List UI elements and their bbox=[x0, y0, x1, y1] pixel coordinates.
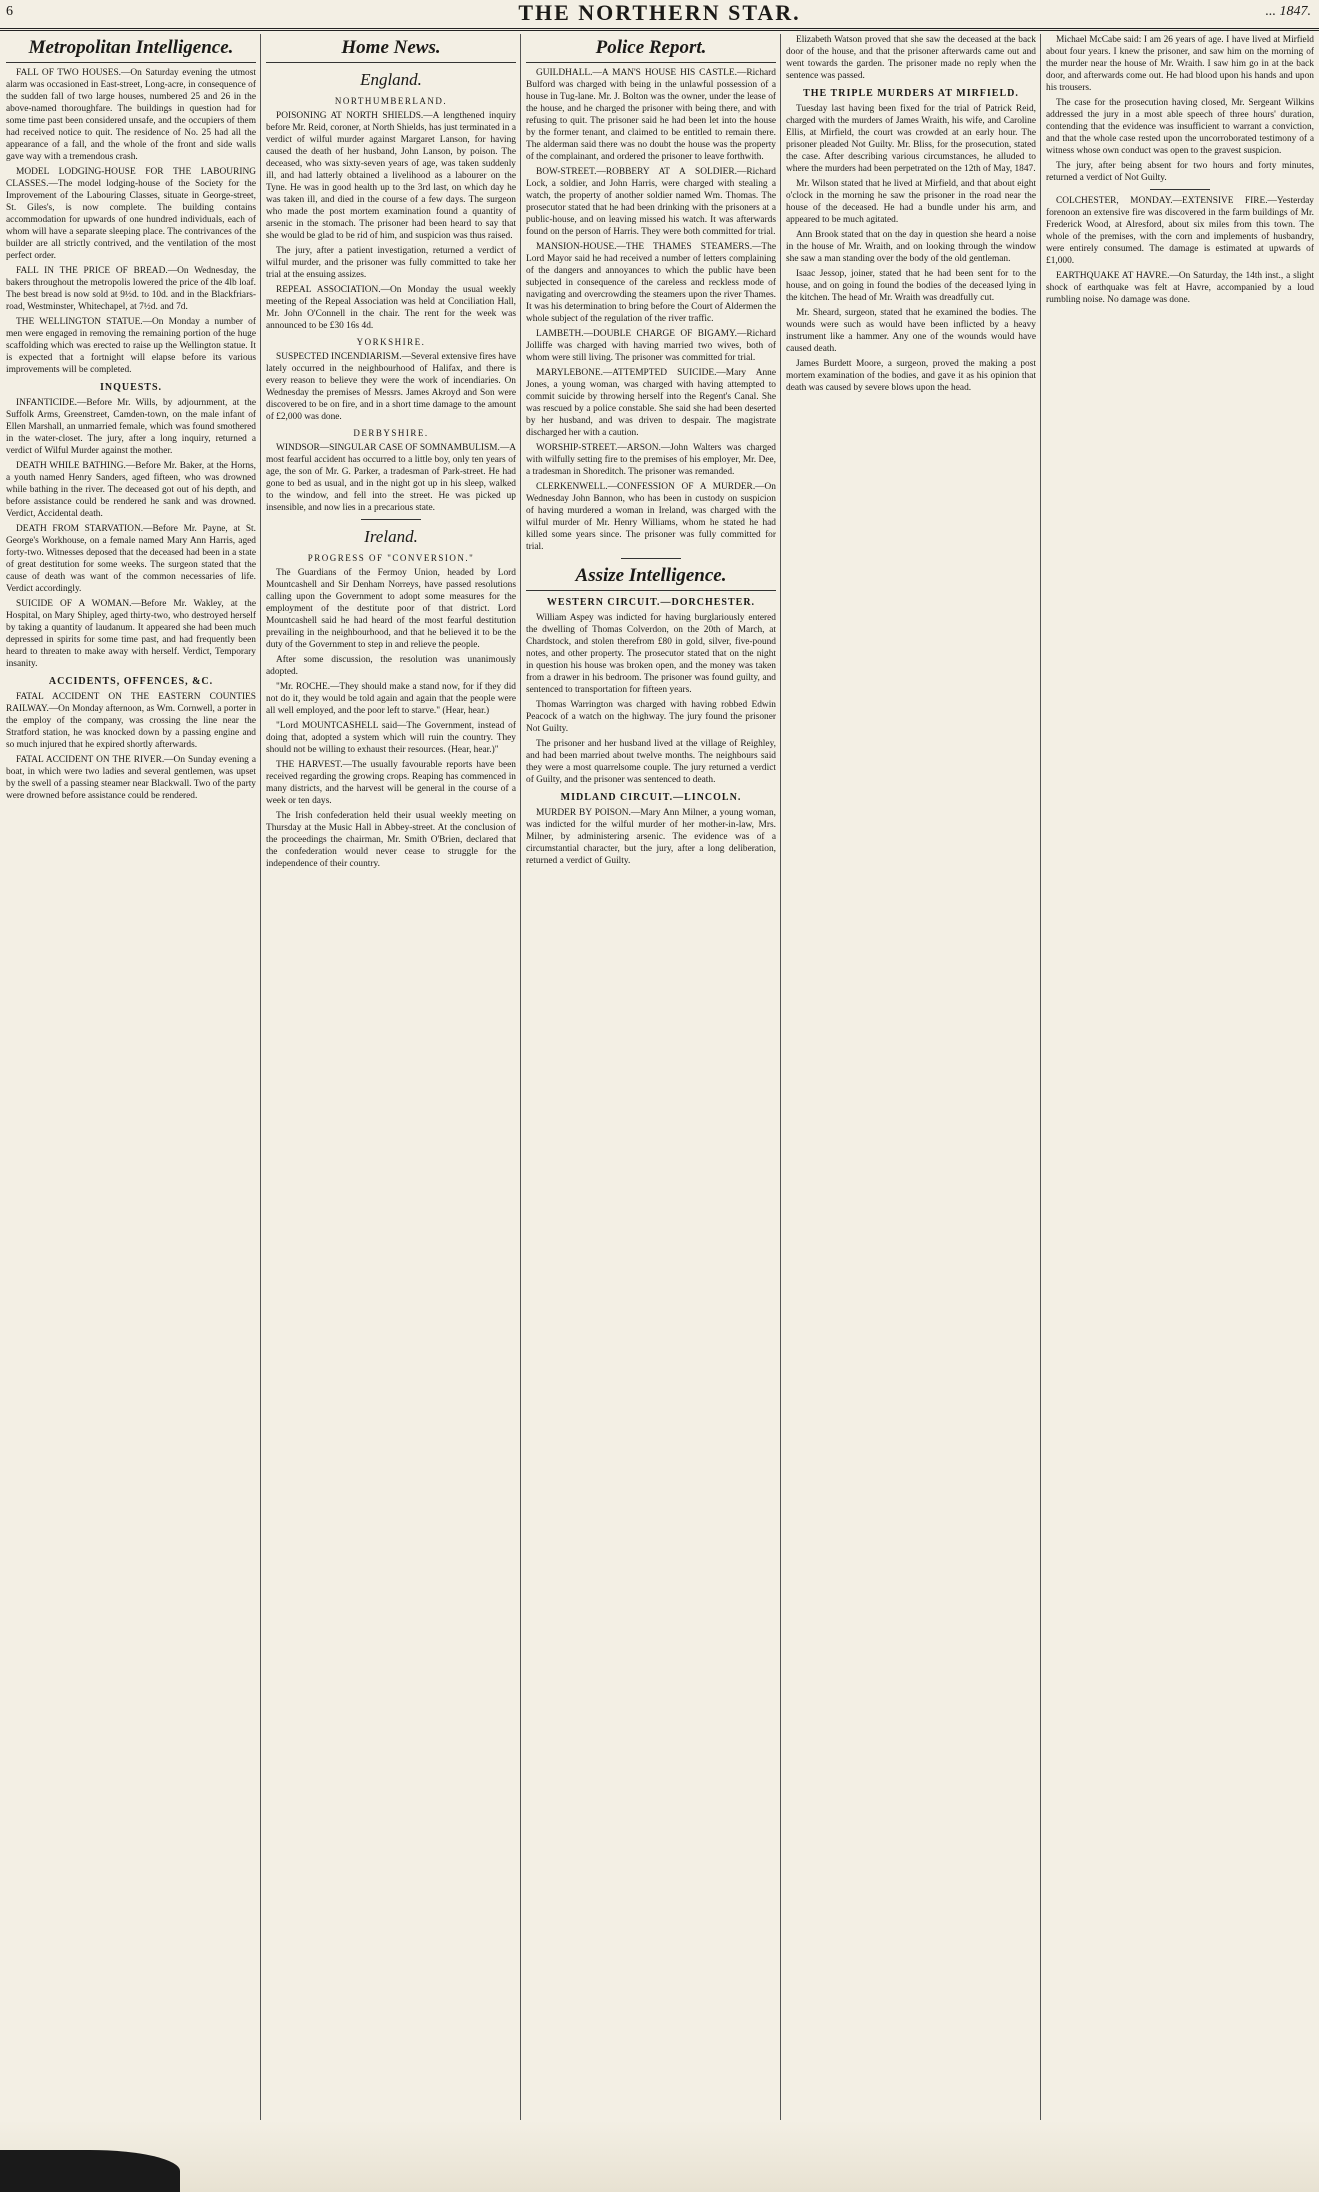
column-2 bbox=[266, 34, 516, 2154]
region-heading: NORTHUMBERLAND. bbox=[334, 96, 448, 106]
subsection-england: England. bbox=[360, 70, 422, 89]
article-paragraph: The Irish confederation held their usual weekly meeting on Thursday at the Music Hall in Abbey-street. At the conclusion of the proceedings the chairman, Mr. Smith O'Brien, declared that the confederation would never cease to struggle for the independence of their country. bbox=[266, 811, 516, 869]
article-paragraph: James Burdett Moore, a surgeon, proved the making a post mortem examination of the bodies, and gave it as his opinion that death was caused by severe blows upon the head. bbox=[786, 359, 1036, 393]
heading-western-circuit: WESTERN CIRCUIT.—DORCHESTER. bbox=[546, 597, 756, 608]
column-rule bbox=[260, 34, 261, 2154]
article-paragraph: The case for the prosecution having closed, Mr. Sergeant Wilkins addressed the jury in a most able speech of three hours' duration, contending that the evidence was insufficient to warrant a conviction, and that the whole case rested upon the uncorroborated testimony of a witness whose own conduct was open to the gravest suspicion. bbox=[1046, 98, 1314, 156]
article-paragraph: Ann Brook stated that on the day in question she heard a noise in the house of Mr. Wraith, and on looking through the window she saw a man standing over the body of the old gentleman. bbox=[786, 230, 1036, 264]
heading-mirfield-murders: THE TRIPLE MURDERS AT MIRFIELD. bbox=[803, 88, 1019, 99]
newspaper-title: THE NORTHERN STAR. bbox=[518, 0, 801, 25]
article-paragraph: The jury, after being absent for two hours and forty minutes, returned a verdict of Not Guilty. bbox=[1046, 161, 1314, 183]
article-paragraph: BOW-STREET.—ROBBERY AT A SOLDIER.—Richard Lock, a soldier, and John Harris, were charged with stealing a watch, the property of another soldier named Wm. Thomas. The prosecutor stated that he had been drinking with the prisoners at a public-house, and on leaving missed his watch. It was afterwards found on the person of Harris. They were both committed for trial. bbox=[526, 167, 776, 237]
heading-accidents: ACCIDENTS, OFFENCES, &C. bbox=[48, 676, 214, 687]
masthead bbox=[0, 0, 1319, 31]
region-heading: DERBYSHIRE. bbox=[353, 428, 429, 438]
column-4 bbox=[786, 34, 1036, 2154]
page-bottom-shade bbox=[0, 2120, 1319, 2192]
article-paragraph: WINDSOR—SINGULAR CASE OF SOMNAMBULISM.—A most fearful accident has occurred to a little boy, only ten years of age, the son of Mr. G. Parker, a tradesman of Park-street. He had gone to bed as usual, and in the night got up in his sleep, walked to the window, and fell into the street. He was picked up insensible, and now lies in a precarious state. bbox=[266, 443, 516, 513]
page-number: 6 bbox=[6, 4, 13, 19]
column-rule bbox=[780, 34, 781, 2154]
article-paragraph: The Guardians of the Fermoy Union, headed by Lord Mountcashell and Sir Denham Norreys, have passed resolutions calling upon the Government to adopt some measures for the employment of the destitute poor of that district. Lord Mountcashell said he had heard of the most fearful destitution prevailing in the neighbourhood, and that he believed it to be the duty of the Government to step in and relieve the people. bbox=[266, 568, 516, 650]
article-paragraph: EARTHQUAKE AT HAVRE.—On Saturday, the 14th inst., a slight shock of earthquake was felt at Havre, accompanied by a loud rumbling noise. No damage was done. bbox=[1046, 271, 1314, 305]
region-heading: YORKSHIRE. bbox=[356, 337, 426, 347]
article-paragraph: Mr. Wilson stated that he lived at Mirfield, and that about eight o'clock in the morning he saw the prisoner in the road near the house of the deceased. He had a bundle under his arm, and appeared to be much agitated. bbox=[786, 179, 1036, 225]
divider bbox=[361, 519, 421, 520]
ink-blot bbox=[0, 2150, 180, 2192]
column-5 bbox=[1046, 34, 1314, 2154]
section-title-police: Police Report. bbox=[526, 36, 776, 63]
article-paragraph: Tuesday last having been fixed for the trial of Patrick Reid, charged with the murders of James Wraith, his wife, and Caroline Ellis, at Mirfield, the court was crowded at an early hour. The prisoner pleaded Not Guilty. Mr. Bliss, for the prosecution, stated the case. After describing various circumstances, he alluded to where the murders had been perpetrated on the 12th of May, 1847. bbox=[786, 104, 1036, 174]
article-paragraph: DEATH WHILE BATHING.—Before Mr. Baker, at the Horns, a youth named Henry Sanders, aged fifteen, who was drowned while bathing in the river. The deceased got out of his depth, and before assistance could be rendered he sank and was drowned. Verdict, Accidental death. bbox=[6, 461, 256, 519]
article-paragraph: DEATH FROM STARVATION.—Before Mr. Payne, at St. George's Workhouse, on a female named Mary Ann Harris, aged forty-two. Witnesses deposed that the deceased had been in a state of great destitution for some weeks. The surgeon stated that the cause of death was want of the common necessaries of life. Verdict accordingly. bbox=[6, 524, 256, 594]
divider bbox=[621, 558, 681, 559]
column-3 bbox=[526, 34, 776, 2154]
article-paragraph: After some discussion, the resolution was unanimously adopted. bbox=[266, 655, 516, 677]
column-1 bbox=[6, 34, 256, 2154]
section-title-assize: Assize Intelligence. bbox=[526, 564, 776, 591]
article-paragraph: WORSHIP-STREET.—ARSON.—John Walters was charged with wilfully setting fire to the premises of his employer, Mr. Dee, a tradesman in Shoreditch. The prisoner was remanded. bbox=[526, 443, 776, 477]
article-paragraph: POISONING AT NORTH SHIELDS.—A lengthened inquiry before Mr. Reid, coroner, at North Shields, has just terminated in a verdict of wilful murder against Margaret Lanson, for having caused the death of her husband, John Lanson, by poison. The deceased, who was sixty-seven years of age, was taken suddenly ill, and had latterly obtained a livelihood as a labourer on the Tyne. He was in good health up to the 3rd last, on which day he was taken ill, and died in the course of a few days. The surgeon who made the post mortem examination found a quantity of arsenic in the stomach. The prisoner had been heard to say that she would be glad to be rid of him, and suspicion was thus raised. bbox=[266, 111, 516, 241]
article-paragraph: The jury, after a patient investigation, returned a verdict of wilful murder, and the prisoner was fully committed to take her trial at the ensuing assizes. bbox=[266, 246, 516, 280]
divider bbox=[1150, 189, 1210, 190]
article-paragraph: Mr. Sheard, surgeon, stated that he examined the bodies. The wounds were such as would have been inflicted by a heavy instrument like a hammer. Any one of the wounds would have caused death. bbox=[786, 308, 1036, 354]
article-paragraph: "Lord MOUNTCASHELL said—The Government, instead of doing that, adopted a system which will ruin the country. They should not be willing to exhaust their resources. (Hear, hear.)" bbox=[266, 721, 516, 755]
article-paragraph: THE WELLINGTON STATUE.—On Monday a number of men were engaged in removing the remaining portion of the huge scaffolding which was erected to raise up the Wellington statue. It is expected that a fortnight will elapse before its various improvements will be completed. bbox=[6, 317, 256, 375]
article-paragraph: William Aspey was indicted for having burglariously entered the dwelling of Thomas Colverdon, on the 20th of March, at Chardstock, and stolen therefrom £80 in gold, silver, five-pound notes, and other property. The prosecutor stated that on the night in question his house was broken open, and the money was taken from a drawer in his bedroom. The prisoner was found guilty, and sentenced to transportation for fifteen years. bbox=[526, 613, 776, 695]
article-paragraph: "Mr. ROCHE.—They should make a stand now, for if they did not do it, they would be told again and again that the people were all well employed, and the poor left to starve." (Hear, hear.) bbox=[266, 682, 516, 716]
article-paragraph: MODEL LODGING-HOUSE FOR THE LABOURING CLASSES.—The model lodging-house of the Society for the Improvement of the Labouring Classes, situate in George-street, St. Giles's, is now complete. The building contains accommodation for upwards of one hundred individuals, each of whom will have a separate sleeping place. The contrivances of the builder are all strictly contrived, and the ventilation of the most perfect order. bbox=[6, 167, 256, 261]
issue-date: ... 1847. bbox=[1265, 4, 1311, 19]
article-paragraph: The prisoner and her husband lived at the village of Reighley, and had been married about twelve months. The neighbours said they were a most quarrelsome couple. The jury returned a verdict of Guilty, and the prisoner was sentenced to death. bbox=[526, 739, 776, 785]
article-paragraph: Isaac Jessop, joiner, stated that he had been sent for to the house, and on going in found the bodies of the deceased lying in the kitchen. The head of Mr. Wraith was dreadfully cut. bbox=[786, 269, 1036, 303]
article-paragraph: Thomas Warrington was charged with having robbed Edwin Peacock of a watch on the highway. The jury found the prisoner Not Guilty. bbox=[526, 700, 776, 734]
article-paragraph: SUSPECTED INCENDIARISM.—Several extensive fires have lately occurred in the neighbourhood of Halifax, and there is every reason to believe they were the work of incendiaries. On Wednesday the premises of Messrs. James Akroyd and Son were discovered to be on fire, and in a short time damage to the amount of £2,000 was done. bbox=[266, 352, 516, 422]
article-paragraph: THE HARVEST.—The usually favourable reports have been received regarding the growing crops. Reaping has commenced in many districts, and the harvest will be general in the course of a week or ten days. bbox=[266, 760, 516, 806]
subsection-ireland: Ireland. bbox=[364, 527, 418, 546]
article-paragraph: SUICIDE OF A WOMAN.—Before Mr. Wakley, at the Hospital, on Mary Shipley, aged thirty-two, who destroyed herself by taking a quantity of laudanum. It appeared she had been much depressed in spirits for some time past, and had frequently been heard to threaten to make away with herself. Verdict, Temporary insanity. bbox=[6, 599, 256, 669]
article-paragraph: CLERKENWELL.—CONFESSION OF A MURDER.—On Wednesday John Bannon, who has been in custody on suspicion of having murdered a woman in Ireland, was charged with the wilful murder of Mr. Henry Williams, whom he stated he had killed some years since. The prisoner was fully committed for trial. bbox=[526, 482, 776, 552]
section-title-home-news: Home News. bbox=[266, 36, 516, 63]
region-heading: PROGRESS OF "CONVERSION." bbox=[307, 553, 475, 563]
article-paragraph: FATAL ACCIDENT ON THE EASTERN COUNTIES RAILWAY.—On Monday afternoon, as Wm. Cornwell, a porter in the employ of the company, was crossing the line near the Stratford station, he was knocked down by a passing engine and so much injured that he expired shortly afterwards. bbox=[6, 692, 256, 750]
heading-inquests: INQUESTS. bbox=[99, 382, 163, 393]
article-paragraph: FALL IN THE PRICE OF BREAD.—On Wednesday, the bakers throughout the metropolis lowered the price of the 4lb loaf. The best bread is now sold at 9½d. to 10d. and in the Blackfriars-road, Westminster, Whitechapel, at 7½d. and 7d. bbox=[6, 266, 256, 312]
section-title-metropolitan: Metropolitan Intelligence. bbox=[6, 36, 256, 63]
article-paragraph: LAMBETH.—DOUBLE CHARGE OF BIGAMY.—Richard Jolliffe was charged with having married two wives, both of whom were still living. The prisoner was committed for trial. bbox=[526, 329, 776, 363]
article-paragraph: MURDER BY POISON.—Mary Ann Milner, a young woman, was indicted for the wilful murder of her mother-in-law, Mrs. Milner, by administering arsenic. The evidence was of a circumstantial character, but the jury, after a long deliberation, returned a verdict of Guilty. bbox=[526, 808, 776, 866]
article-paragraph: INFANTICIDE.—Before Mr. Wills, by adjournment, at the Suffolk Arms, Greenstreet, Camden-town, on the male infant of Ellen Marshall, an unmarried female, which was found smothered in the water-closet. The jury, after a long inquiry, returned a verdict of Wilful Murder against the mother. bbox=[6, 398, 256, 456]
article-paragraph: Elizabeth Watson proved that she saw the deceased at the back door of the house, and that the prisoner afterwards came out and went towards the garden. The prisoner made no reply when the sentence was passed. bbox=[786, 35, 1036, 81]
article-paragraph: MARYLEBONE.—ATTEMPTED SUICIDE.—Mary Anne Jones, a young woman, was charged with having attempted to commit suicide by throwing herself into the Regent's Canal. She was rescued by a police constable. She said she had been deserted by her husband, and was driven to despair. The magistrate discharged her with a caution. bbox=[526, 368, 776, 438]
article-paragraph: Michael McCabe said: I am 26 years of age. I have lived at Mirfield about four years. I knew the prisoner, and saw him on the morning of the murder near the house of Mr. Wraith. I saw him go in at the back door, and afterwards come out. He had blood upon his hands and upon his trousers. bbox=[1046, 35, 1314, 93]
article-paragraph: COLCHESTER, MONDAY.—EXTENSIVE FIRE.—Yesterday forenoon an extensive fire was discovered in the farm buildings of Mr. Frederick Wood, at Alresford, about six miles from this town. The whole of the premises, with the corn and implements of husbandry, were entirely consumed. The damage is estimated at upwards of £1,000. bbox=[1046, 196, 1314, 266]
article-paragraph: FALL OF TWO HOUSES.—On Saturday evening the utmost alarm was occasioned in East-street, Long-acre, in consequence of the sudden fall of two large houses, numbered 25 and 26 in the above-named thoroughfare. The buildings in question had for some time past been considered unsafe, and the occupiers of them had received notice to quit. The residence of No. 25 had all the appearance of a fall, and the whole of the front and side walls gave way with a tremendous crash. bbox=[6, 68, 256, 162]
article-paragraph: GUILDHALL.—A MAN'S HOUSE HIS CASTLE.—Richard Bulford was charged with being in the unlawful possession of a house in Tug-lane. Mr. J. Bolton was the owner, under the lease of the house, and he charged the prisoner with being there, and with refusing to quit. The prisoner said he had been let into the house by the former tenant, and claimed to be entitled to remain there. The alderman said there was no doubt the house was the property of the complainant, and ordered the prisoner to leave forthwith. bbox=[526, 68, 776, 162]
article-paragraph: REPEAL ASSOCIATION.—On Monday the usual weekly meeting of the Repeal Association was held at Conciliation Hall, Mr. John O'Connell in the chair. The rent for the week was announced to be £30 16s 4d. bbox=[266, 285, 516, 331]
column-rule bbox=[520, 34, 521, 2154]
article-paragraph: FATAL ACCIDENT ON THE RIVER.—On Sunday evening a boat, in which were two ladies and several gentlemen, was upset by the swell of a passing steamer near Blackwall. Two of the party were drowned before assistance could be rendered. bbox=[6, 755, 256, 801]
article-paragraph: MANSION-HOUSE.—THE THAMES STEAMERS.—The Lord Mayor said he had received a number of letters complaining of the dangers and annoyances to which the public have been subjected in consequence of the careless and reckless mode of navigating and overcrowding the steamers upon the river Thames. It was his determination to bring before the Court of Aldermen the whole subject of the regulation of the river traffic. bbox=[526, 242, 776, 324]
heading-midland-circuit: MIDLAND CIRCUIT.—LINCOLN. bbox=[560, 792, 742, 803]
column-rule bbox=[1040, 34, 1041, 2154]
